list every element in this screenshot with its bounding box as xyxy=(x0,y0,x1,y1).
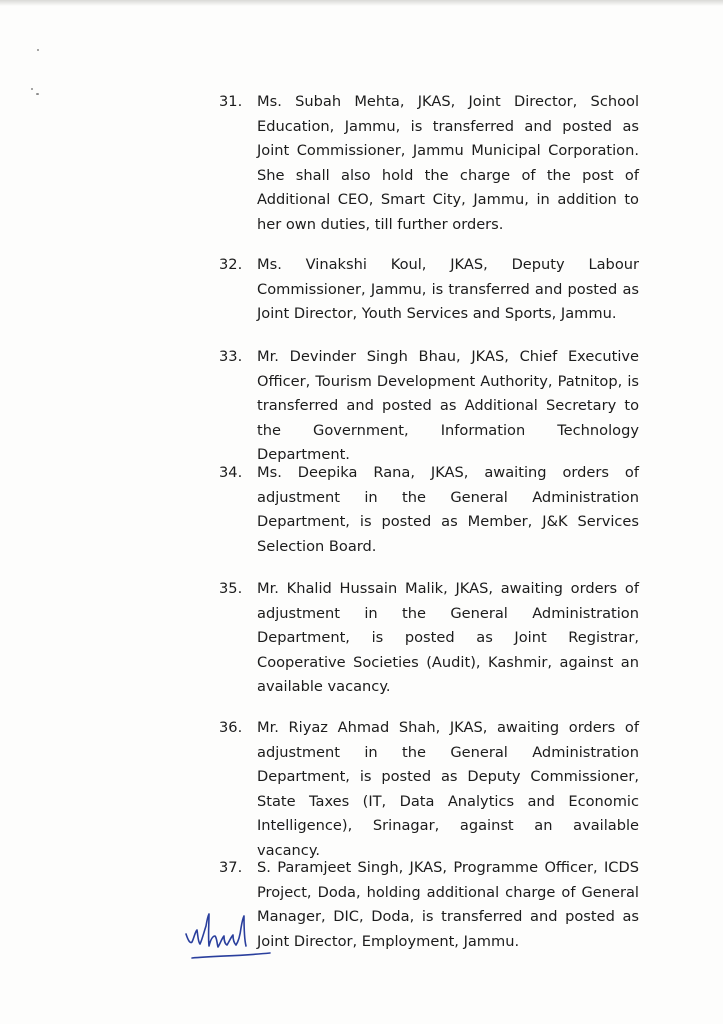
order-number: 33. xyxy=(219,348,243,365)
order-number: 32. xyxy=(219,256,243,273)
order-text: Ms. Subah Mehta, JKAS, Joint Director, School Education, Jammu, is transferred and posted as Joint Commissioner, Jammu Municipal Corporation. She shall also hold the charge of the post of Additional CEO, Smart City, Jammu, in addition to her own duties, till further orders. xyxy=(257,93,639,233)
scan-edge-shadow xyxy=(0,0,723,6)
order-item-33 xyxy=(219,345,639,468)
handwritten-signature xyxy=(178,906,276,964)
order-text: Mr. Devinder Singh Bhau, JKAS, Chief Executive Officer, Tourism Development Authority, Patnitop, is transferred and posted as Additional Secretary to the Government, Information Technology Department. xyxy=(257,348,639,463)
order-number: 37. xyxy=(219,859,243,876)
order-item-35 xyxy=(219,577,639,700)
order-number: 34. xyxy=(219,464,243,481)
order-number: 35. xyxy=(219,580,243,597)
order-text: Ms. Vinakshi Koul, JKAS, Deputy Labour Commissioner, Jammu, is transferred and posted as Joint Director, Youth Services and Sports, Jammu. xyxy=(257,256,639,322)
order-text: Ms. Deepika Rana, JKAS, awaiting orders of adjustment in the General Administration Department, is posted as Member, J&K Services Selection Board. xyxy=(257,464,639,555)
order-text: S. Paramjeet Singh, JKAS, Programme Officer, ICDS Project, Doda, holding additional charge of General Manager, DIC, Doda, is transferred and posted as Joint Director, Employment, Jammu. xyxy=(257,859,639,950)
order-item-34 xyxy=(219,461,639,559)
order-number: 31. xyxy=(219,93,243,110)
order-text: Mr. Riyaz Ahmad Shah, JKAS, awaiting orders of adjustment in the General Administration Department, is posted as Deputy Commissioner, State Taxes (IT, Data Analytics and Economic Intelligence), Srinagar, against an available vacancy. xyxy=(257,719,639,859)
signature-strokes xyxy=(186,914,270,958)
scan-speck xyxy=(36,93,39,95)
order-item-36 xyxy=(219,716,639,863)
scan-speck xyxy=(31,88,33,90)
order-number: 36. xyxy=(219,719,243,736)
order-item-31 xyxy=(219,90,639,237)
order-text: Mr. Khalid Hussain Malik, JKAS, awaiting orders of adjustment in the General Administration Department, is posted as Joint Registrar, Cooperative Societies (Audit), Kashmir, against an available vacancy. xyxy=(257,580,639,695)
order-item-37 xyxy=(219,856,639,954)
scan-speck xyxy=(37,49,39,51)
order-item-32 xyxy=(219,253,639,327)
